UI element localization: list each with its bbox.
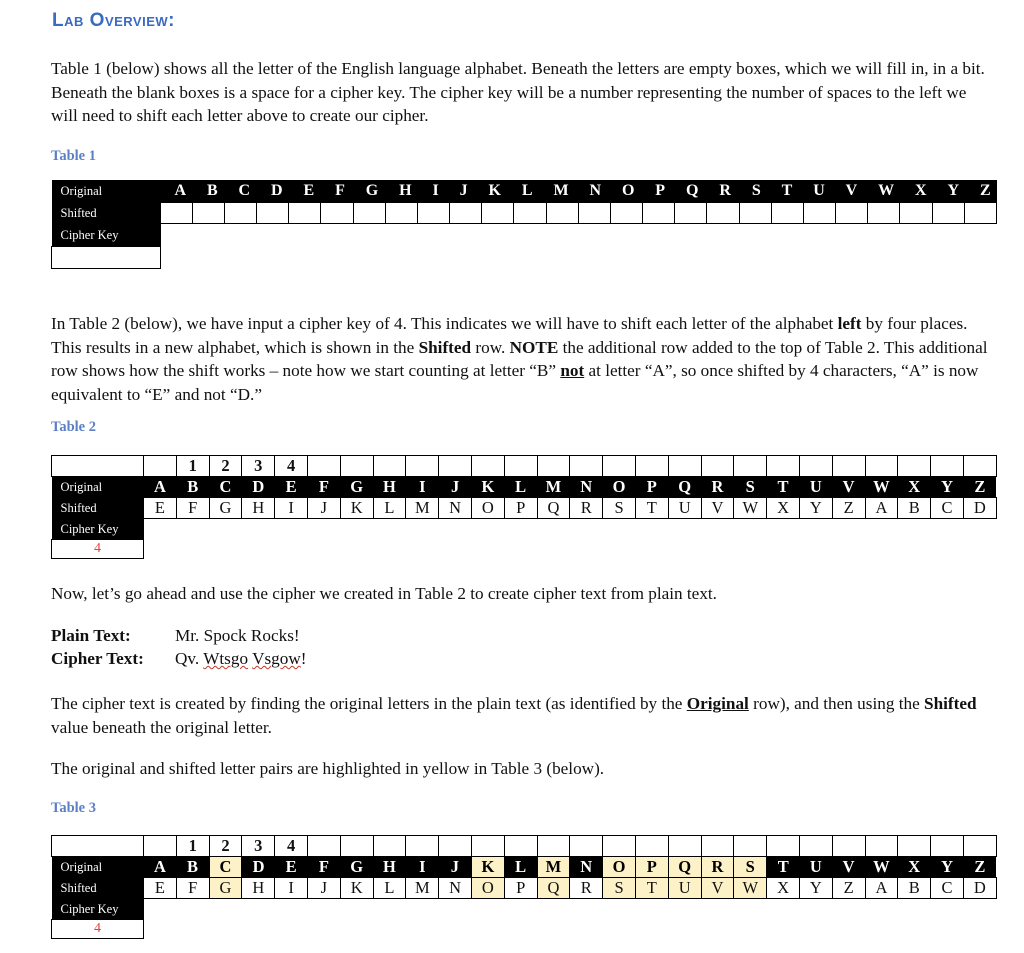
shifted-letter: X [767,878,800,899]
table1-shifted-box[interactable] [674,202,707,224]
shift-count: 2 [209,836,242,857]
blank [767,456,800,477]
table1-original-letter: H [399,182,412,199]
table1-shifted-box[interactable] [964,202,997,224]
shifted-letter: I [275,498,308,519]
original-letter: G [340,477,373,498]
shifted-letter: N [439,498,472,519]
shifted-letter: I [275,878,308,899]
row-label-cipher-key: Cipher Key [52,519,144,540]
table2 [51,455,997,559]
blank [668,836,701,857]
original-letter: E [275,477,308,498]
table1-shifted-box[interactable] [835,202,868,224]
shift-count: 4 [275,836,308,857]
shifted-letter: F [176,878,209,899]
shifted-letter: U [668,878,701,899]
blank [471,456,504,477]
table1-original-letter: U [813,182,825,199]
table1-original-letter: P [655,182,666,199]
original-letter: M [537,477,570,498]
blank [832,836,865,857]
shifted-letter: A [865,498,898,519]
shifted-letter: K [340,498,373,519]
blank [701,836,734,857]
table1 [51,180,997,269]
original-letter: R [701,857,734,878]
blank [963,836,996,857]
shifted-letter: L [373,878,406,899]
table1-original-letter: Q [685,182,699,199]
original-letter: A [144,857,177,878]
blank [144,899,997,920]
blank [963,456,996,477]
shift-count: 4 [275,456,308,477]
table3 [51,835,997,939]
original-letter: C [209,857,242,878]
original-letter: Y [931,477,964,498]
row-label-original: Original [52,477,144,498]
shift-count: 3 [242,836,275,857]
shifted-letter: Y [799,878,832,899]
table1-shifted-box[interactable] [899,202,932,224]
table1-original-row [171,180,998,202]
shifted-letter: M [406,878,439,899]
table1-shifted-box[interactable] [642,202,675,224]
row-label-cipher-key: Cipher Key [52,899,144,920]
original-letter: F [307,857,340,878]
shifted-letter: S [603,498,636,519]
original-letter: P [635,477,668,498]
table1-original-letter: O [621,182,635,199]
blank [734,836,767,857]
table1-original-letter: A [174,182,187,199]
blank [799,456,832,477]
original-letter: C [209,477,242,498]
blank [373,836,406,857]
table2-caption: Table 2 [51,419,96,435]
shifted-letter: L [373,498,406,519]
original-letter: W [865,857,898,878]
table1-shifted-box[interactable] [803,202,836,224]
blank [635,836,668,857]
row-label-original: Original [52,180,161,202]
original-letter: H [373,477,406,498]
original-letter: X [898,477,931,498]
blank [898,836,931,857]
original-letter: D [242,477,275,498]
table2-grid [51,455,997,559]
shifted-letter: R [570,498,603,519]
table1-original-letter: T [781,182,793,199]
shifted-letter: P [504,878,537,899]
shifted-letter: P [504,498,537,519]
blank [439,456,472,477]
original-letter: G [340,857,373,878]
original-letter: P [635,857,668,878]
table1-shifted-box[interactable] [481,202,514,224]
table1-original-letter: R [719,182,731,199]
table1-caption: Table 1 [51,148,96,164]
table1-shifted-box[interactable] [192,202,225,224]
shift-count: 2 [209,456,242,477]
shifted-letter: K [340,878,373,899]
table1-original-letter: W [878,182,895,199]
original-letter: M [537,857,570,878]
shifted-letter: B [898,878,931,899]
blank [52,836,144,857]
table1-original-letter: F [335,182,345,199]
shifted-letter: X [767,498,800,519]
shifted-letter: Z [832,498,865,519]
blank [865,836,898,857]
blank [537,456,570,477]
blank [832,456,865,477]
table1-original-letter: N [589,182,602,199]
blank [865,456,898,477]
blank [504,836,537,857]
original-letter: Q [668,477,701,498]
original-letter: Z [963,477,996,498]
table1-shifted-row [161,202,998,224]
shifted-letter: E [144,878,177,899]
shifted-letter: C [931,498,964,519]
original-letter: S [734,857,767,878]
shifted-letter: O [471,878,504,899]
shifted-letter: S [603,878,636,899]
table1-original-letter: D [271,182,283,199]
blank [144,920,997,939]
original-letter: U [799,857,832,878]
blank [931,836,964,857]
original-letter: J [439,857,472,878]
blank [52,456,144,477]
blank [144,456,177,477]
shifted-letter: O [471,498,504,519]
original-letter: D [242,857,275,878]
shifted-letter: V [701,878,734,899]
blank [537,836,570,857]
blank [701,456,734,477]
original-letter: O [603,477,636,498]
table1-shifted-box[interactable] [353,202,386,224]
blank [570,836,603,857]
table1-shifted-box[interactable] [546,202,579,224]
table1-shifted-box[interactable] [224,202,257,224]
cipher-key-value[interactable]: 4 [52,920,144,939]
shifted-letter: R [570,878,603,899]
spacer [161,180,171,202]
original-letter: O [603,857,636,878]
blank [668,456,701,477]
blank [570,456,603,477]
cipher-text-line [51,649,307,669]
row-label-shifted: Shifted [52,498,144,519]
original-letter: K [471,857,504,878]
original-letter: B [176,477,209,498]
original-letter: E [275,857,308,878]
shifted-letter: Z [832,878,865,899]
blank [144,836,177,857]
original-letter: Z [963,857,996,878]
original-letter: Q [668,857,701,878]
original-letter: L [504,477,537,498]
table1-original-letter: K [488,182,501,199]
table1-shifted-box[interactable] [288,202,321,224]
shift-count: 1 [176,456,209,477]
shifted-letter: C [931,878,964,899]
original-letter: I [406,857,439,878]
cipher-text-label: Cipher Text: [51,649,144,668]
blank [734,456,767,477]
blank [340,836,373,857]
blank [161,246,998,268]
original-letter: Y [931,857,964,878]
original-letter: N [570,477,603,498]
blank [406,836,439,857]
blank [504,456,537,477]
original-letter: I [406,477,439,498]
table1-shifted-box[interactable] [417,202,450,224]
table1-shifted-box[interactable] [161,202,193,224]
table2-explanation: In Table 2 (below), we have input a cipher key of 4. This indicates we will have to shift each letter of the alphabet left by four places. This results in a new alphabet, which is shown in the Shifted row. NOTE the additional row added to the top of Table 2. This additional row shows how the shift works – note how we start counting at letter “B” not at letter “A”, so once shifted by 4 characters, “A” is now equivalent to “E” and not “D.” [51,314,988,404]
blank [898,456,931,477]
shifted-letter: H [242,498,275,519]
blank [931,456,964,477]
table1-original-letter: X [915,182,927,199]
shifted-letter: U [668,498,701,519]
original-letter: R [701,477,734,498]
table1-shifted-box[interactable] [578,202,611,224]
table1-shifted-box[interactable] [385,202,418,224]
explanation-paragraph: The cipher text is created by finding the original letters in the plain text (as identified by the Original row), and then using the Shifted value beneath the original letter. [51,694,977,737]
original-letter: V [832,477,865,498]
blank [307,456,340,477]
table1-shifted-box[interactable] [256,202,289,224]
table1-original-letter: Y [947,182,960,199]
table1-original-letter: G [365,182,379,199]
plain-text-label: Plain Text: [51,626,131,645]
table1-shifted-box[interactable] [513,202,546,224]
shifted-letter: T [635,498,668,519]
row-label-cipher-key: Cipher Key [52,224,161,246]
row-label-shifted: Shifted [52,202,161,224]
blank [340,456,373,477]
table1-cipher-key-box[interactable] [52,246,161,268]
blank [635,456,668,477]
table1-shifted-box[interactable] [449,202,482,224]
shifted-letter: J [307,878,340,899]
shifted-letter: W [734,878,767,899]
table1-original-letter: J [459,182,468,199]
shifted-letter: J [307,498,340,519]
shifted-letter: G [209,878,242,899]
original-letter: T [767,477,800,498]
plain-text-line [51,626,300,646]
shifted-letter: F [176,498,209,519]
original-letter: V [832,857,865,878]
row-label-shifted: Shifted [52,878,144,899]
table1-original-letter: B [206,182,218,199]
page-heading: Lab Overview: [52,10,175,31]
table1-original-letter: M [553,182,569,199]
blank [471,836,504,857]
table1-shifted-box[interactable] [320,202,353,224]
original-letter: B [176,857,209,878]
shifted-letter: Q [537,878,570,899]
original-letter: H [373,857,406,878]
cipher-key-value[interactable]: 4 [52,540,144,559]
blank [799,836,832,857]
table1-shifted-box[interactable] [771,202,804,224]
highlight-note: The original and shifted letter pairs are highlighted in yellow in Table 3 (below). [51,759,605,778]
original-letter: W [865,477,898,498]
shifted-letter: B [898,498,931,519]
shifted-letter: T [635,878,668,899]
shifted-letter: Y [799,498,832,519]
shifted-letter: W [734,498,767,519]
row-label-original: Original [52,857,144,878]
shift-count: 1 [176,836,209,857]
blank [603,456,636,477]
shifted-letter: A [865,878,898,899]
blank [603,836,636,857]
table1-original-letter: Z [979,182,991,199]
blank [406,456,439,477]
shifted-letter: D [963,498,996,519]
table1-original-letter: L [521,182,533,199]
blank [144,519,997,540]
shifted-letter: E [144,498,177,519]
table1-original-letter: C [238,182,251,199]
shifted-letter: N [439,878,472,899]
table1-original-letter: I [432,182,439,199]
table1-original-letter: E [303,182,315,199]
table1-shifted-box[interactable] [706,202,739,224]
shifted-letter: Q [537,498,570,519]
intro-paragraph: Table 1 (below) shows all the letter of the English language alphabet. Beneath the letters are empty boxes, which we will fill in, in a bit. Beneath the blank boxes is a space for a cipher key. The cipher key will be a number representing the number of spaces to the left we will need to shift each letter above to create our cipher. [51,59,985,125]
shifted-letter: V [701,498,734,519]
original-letter: S [734,477,767,498]
shifted-letter: D [963,878,996,899]
table1-shifted-box[interactable] [932,202,965,224]
original-letter: N [570,857,603,878]
cipher-text-value: Qv. Wtsgo Vsgow! [175,649,307,668]
plain-text-value: Mr. Spock Rocks! [175,626,300,645]
table1-original-letter: S [751,182,761,199]
table1-original-letter: V [845,182,858,199]
original-letter: X [898,857,931,878]
original-letter: T [767,857,800,878]
shift-count: 3 [242,456,275,477]
table1-shifted-box[interactable] [739,202,772,224]
table3-grid [51,835,997,939]
shifted-letter: H [242,878,275,899]
blank [307,836,340,857]
table1-shifted-box[interactable] [867,202,900,224]
blank [161,224,998,246]
instruction-paragraph: Now, let’s go ahead and use the cipher we created in Table 2 to create cipher text from plain text. [51,584,717,603]
shifted-letter: M [406,498,439,519]
shifted-letter: G [209,498,242,519]
table1-shifted-box[interactable] [610,202,643,224]
original-letter: A [144,477,177,498]
blank [144,540,997,559]
original-letter: L [504,857,537,878]
table3-caption: Table 3 [51,800,96,816]
blank [767,836,800,857]
original-letter: J [439,477,472,498]
blank [373,456,406,477]
original-letter: U [799,477,832,498]
original-letter: K [471,477,504,498]
original-letter: F [307,477,340,498]
blank [439,836,472,857]
